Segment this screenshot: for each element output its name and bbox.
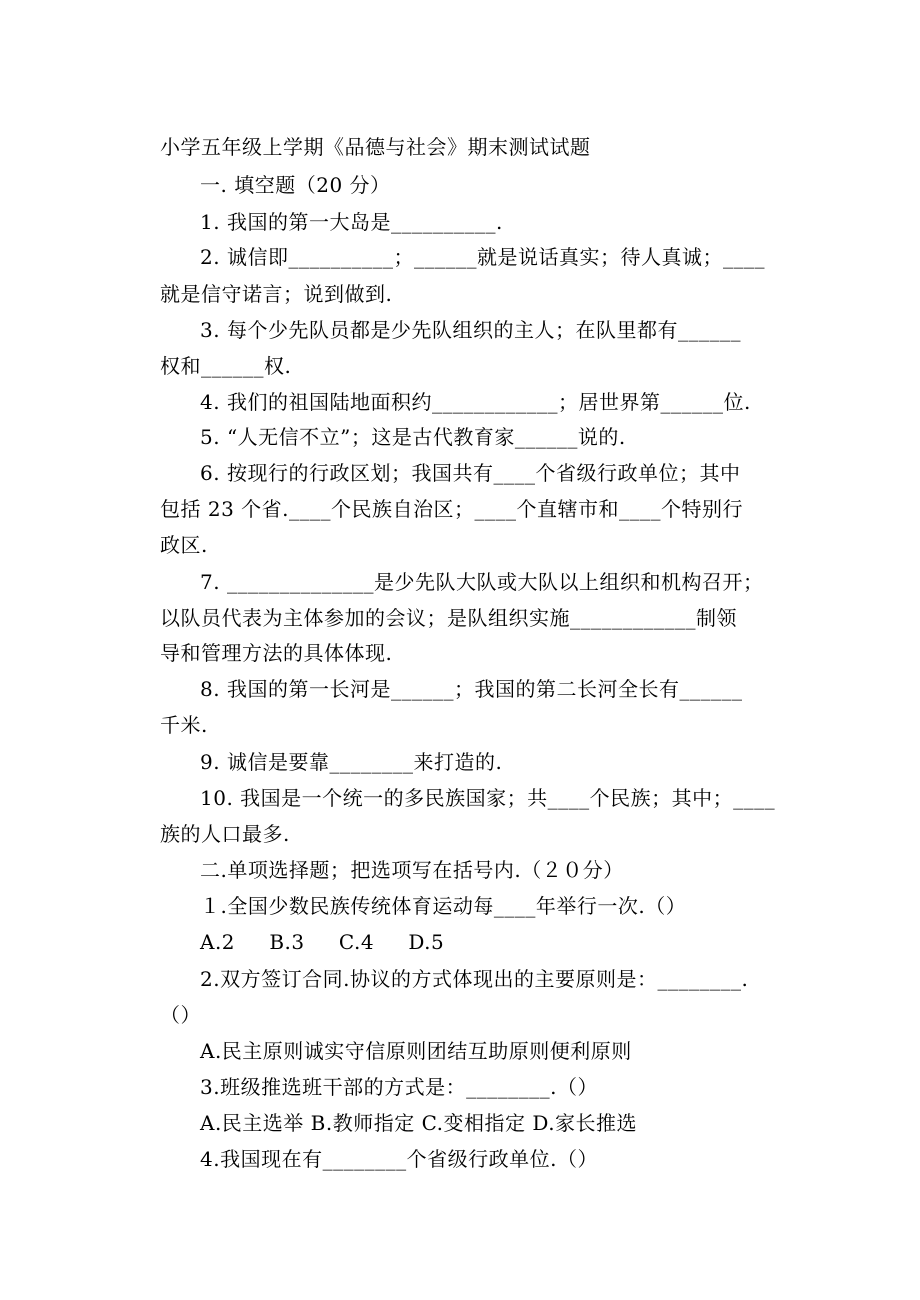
fill-question-7-line-2: 以队员代表为主体参加的会议；是队组织实施____________制领 xyxy=(160,606,737,630)
choice-question-3: 3.班级推选班干部的方式是：________.（） xyxy=(200,1075,598,1099)
fill-question-7-line-1: 7. ______________是少先队大队或大队以上组织和机构召开； xyxy=(200,570,764,594)
fill-question-4: 4. 我们的祖国陆地面积约____________；居世界第______位. xyxy=(200,390,751,414)
fill-question-6-line-3: 政区. xyxy=(160,533,208,557)
fill-question-3-line-2: 权和______权. xyxy=(160,354,292,378)
fill-question-7-line-3: 导和管理方法的具体体现. xyxy=(160,641,393,665)
fill-question-2-line-2: 就是信守诺言；说到做到. xyxy=(160,282,393,306)
fill-question-3-line-1: 3. 每个少先队员都是少先队组织的主人；在队里都有______ xyxy=(200,318,741,342)
fill-question-10-line-2: 族的人口最多. xyxy=(160,822,290,846)
section-2-heading: 二.单项选择题；把选项写在括号内.（２０分） xyxy=(200,858,624,882)
choice-question-1-options: A.2 B.3 C.4 D.5 xyxy=(200,930,445,954)
fill-question-1: 1. 我国的第一大岛是__________. xyxy=(200,210,503,234)
fill-question-8-line-2: 千米. xyxy=(160,713,208,737)
fill-question-2-line-1: 2. 诚信即__________；______就是说话真实；待人真诚；____ xyxy=(200,245,765,269)
fill-question-8-line-1: 8. 我国的第一长河是______；我国的第二长河全长有______ xyxy=(200,677,743,701)
section-1-heading: 一. 填空题（20 分） xyxy=(200,173,391,197)
fill-question-10-line-1: 10. 我国是一个统一的多民族国家；共____个民族；其中；____ xyxy=(200,786,776,810)
choice-question-1: １.全国少数民族传统体育运动每____年举行一次.（） xyxy=(200,894,687,918)
fill-question-6-line-2: 包括 23 个省.____个民族自治区；____个直辖市和____个特别行 xyxy=(160,497,744,521)
choice-question-2-line-1: 2.双方签订合同.协议的方式体现出的主要原则是：________. xyxy=(200,967,749,991)
choice-question-2-options: A.民主原则诚实守信原则团结互助原则便利原则 xyxy=(200,1039,632,1063)
fill-question-5: 5. “人无信不立”；这是古代教育家______说的. xyxy=(200,425,626,449)
choice-question-3-options: A.民主选举 B.教师指定 C.变相指定 D.家长推选 xyxy=(200,1111,638,1135)
fill-question-9: 9. 诚信是要靠________来打造的. xyxy=(200,750,503,774)
page-title: 小学五年级上学期《品德与社会》期末测试试题 xyxy=(160,135,591,159)
fill-question-6-line-1: 6. 按现行的行政区划；我国共有____个省级行政单位；其中 xyxy=(200,461,741,485)
choice-question-4: 4.我国现在有________个省级行政单位.（） xyxy=(200,1147,598,1171)
choice-question-2-line-2: （） xyxy=(160,1003,201,1027)
